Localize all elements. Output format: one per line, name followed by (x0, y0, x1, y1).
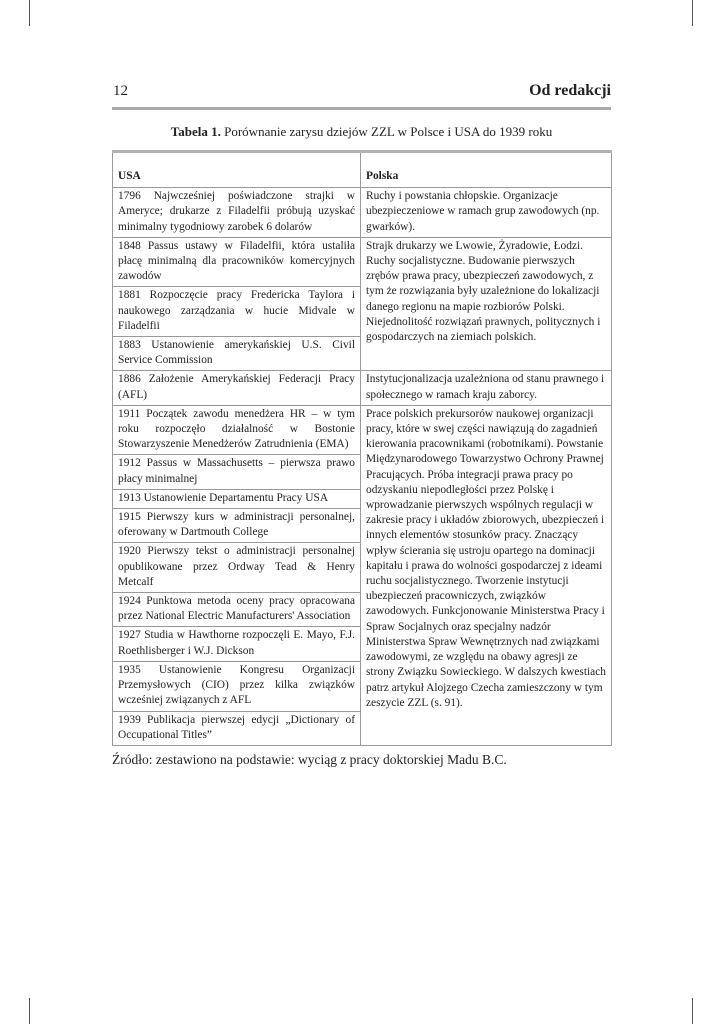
usa-cell: 1848 Passus ustawy w Filadelfii, która ustaliła płacę minimalną dla pracowników komercyjnych zawodów (113, 237, 361, 287)
usa-cell: 1939 Publikacja pierwszej edycji „Dictionary of Occupational Titles” (113, 711, 361, 745)
table-row (113, 237, 612, 287)
column-header-usa: USA (113, 152, 361, 188)
usa-cell: 1881 Rozpoczęcie pracy Fredericka Taylora i naukowego zarządzania w hucie Midvale w Filadelfii (113, 287, 361, 337)
table-row (113, 188, 612, 238)
usa-cell: 1883 Ustanowienie amerykańskiej U.S. Civil Service Commission (113, 337, 361, 371)
table-row (113, 405, 612, 455)
comparison-table (112, 150, 612, 746)
usa-cell: 1796 Najwcześniej poświadczone strajki w Ameryce; drukarze z Filadelfii próbują uzyskać minimalny tygodniowy zarobek 6 dolarów (113, 188, 361, 238)
usa-cell: 1924 Punktowa metoda oceny pracy opracowana przez National Electric Manufacturers' Association (113, 593, 361, 627)
column-header-polska: Polska (361, 152, 612, 188)
page-number: 12 (113, 83, 128, 99)
polska-cell: Instytucjonalizacja uzależniona od stanu prawnego i społecznego w ramach kraju zaborcy. (361, 371, 612, 405)
crop-mark (29, 998, 30, 1024)
running-head: Od redakcji (529, 82, 611, 99)
polska-cell: Ruchy i powstania chłopskie. Organizacje ubezpieczeniowe w ramach grup zawodowych (np. gwarków). (361, 188, 612, 238)
usa-cell: 1913 Ustanowienie Departamentu Pracy USA (113, 489, 361, 508)
caption-text: Porównanie zarysu dziejów ZZL w Polsce i USA do 1939 roku (224, 124, 553, 139)
table-caption (112, 124, 611, 140)
usa-cell: 1915 Pierwszy kurs w administracji personalnej, oferowany w Dartmouth College (113, 509, 361, 543)
usa-cell: 1912 Passus w Massachusetts – pierwsza prawo płacy minimalnej (113, 455, 361, 489)
usa-cell: 1920 Pierwszy tekst o administracji personalnej opublikowane przez Ordway Tead & Henry Metcalf (113, 543, 361, 593)
source-note: Źródło: zestawiono na podstawie: wyciąg z pracy doktorskiej Madu B.C. (112, 752, 507, 767)
usa-cell: 1886 Założenie Amerykańskiej Federacji Pracy (AFL) (113, 371, 361, 405)
crop-mark (692, 998, 693, 1024)
crop-mark (692, 0, 693, 26)
polska-cell: Strajk drukarzy we Lwowie, Żyradowie, Łodzi. Ruchy socjalistyczne. Budowanie pierwszych zrębów prawa pracy, ubezpieczeń zawodowych, z tym że rozwiązania były uzależnione do lokalizacji danego regionu na mapie rozbiorów Polski. Niejednolitość rozwiązań prawnych, politycznych i gospodarczych na ziemiach polskich. (361, 237, 612, 371)
crop-mark (29, 0, 30, 26)
table-header-row (113, 152, 612, 188)
usa-cell: 1911 Początek zawodu menedżera HR – w tym roku rozpoczęło działalność w Bostonie Stowarzyszenie Menedżerów Zatrudnienia (EMA) (113, 405, 361, 455)
caption-label: Tabela 1. (170, 124, 221, 139)
table-row (113, 371, 612, 405)
polska-cell: Prace polskich prekursorów naukowej organizacji pracy, które w swej części nawiązują do zagadnień kierowania pracownikami (robotnikami). Powstanie Międzynarodowego Towarzystwo Ochrony Prawnej Pracujących. Próba integracji prawa pracy po odzyskaniu niepodległości przez Polskę i wprowadzanie pierwszych wspólnych regulacji w zakresie pracy i układów zbiorowych, ubezpieczeń i innych elementów stosunków pracy. Znaczący wpływ ścierania się ustroju opartego na dominacji kapitału i prawa do wolności gospodarczej z ideami ruchu socjalistycznego. Tworzenie instytucji ubezpieczeń pracowniczych, związków zawodowych. Funkcjonowanie Ministerstwa Pracy i Spraw Socjalnych oraz specjalny nadzór Ministerstwa Spraw Wewnętrznych nad związkami zawodowymi, ze względu na obawy agresji ze strony Związku Sowieckiego. W dalszych kwestiach patrz artykuł Alojzego Czecha zamieszczony w tym zeszycie ZZL (s. 91). (361, 405, 612, 745)
header-rule (112, 107, 611, 110)
usa-cell: 1935 Ustanowienie Kongresu Organizacji Przemysłowych (CIO) przez kilka związków wcześniej związanych z AFL (113, 661, 361, 711)
usa-cell: 1927 Studia w Hawthorne rozpoczęli E. Mayo, F.J. Roethlisberger i W.J. Dickson (113, 627, 361, 661)
